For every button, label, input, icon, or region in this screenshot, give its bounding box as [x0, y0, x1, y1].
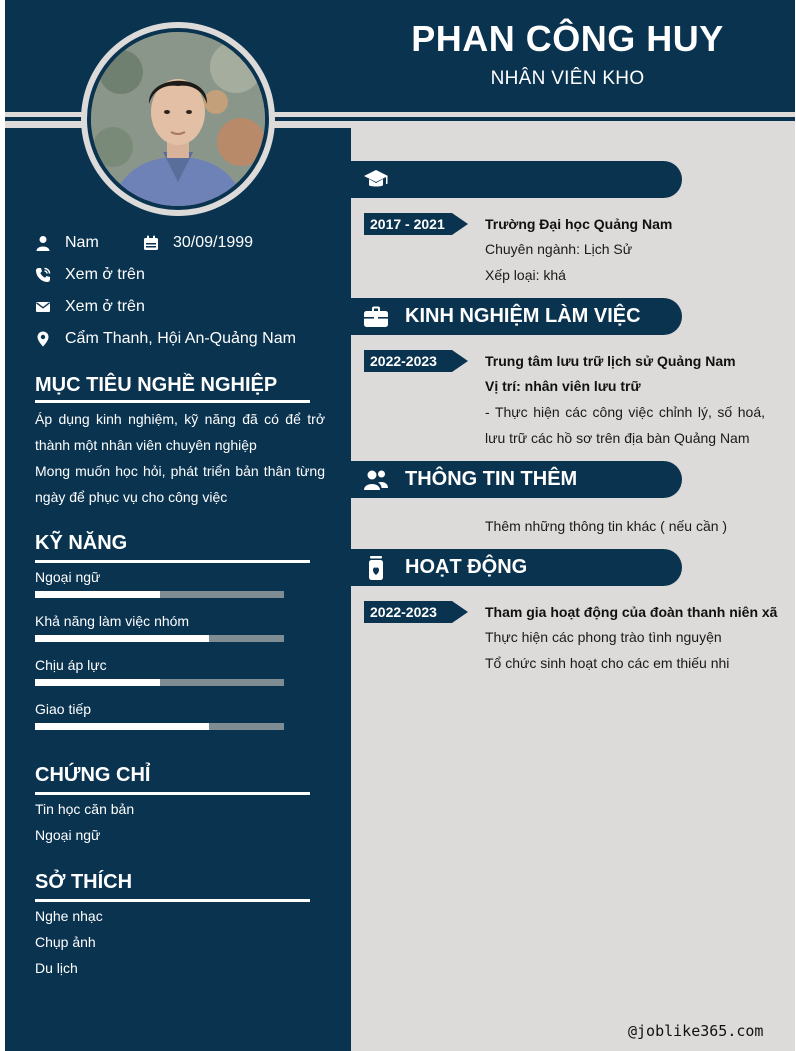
skill-label: Chịu áp lực: [35, 657, 107, 673]
birthday-value: 30/09/1999: [173, 234, 254, 251]
activities-title: HOẠT ĐỘNG: [405, 556, 528, 578]
skill-bar: [35, 635, 284, 642]
gender-row: [35, 234, 99, 252]
hobby-item: Du lịch: [35, 960, 78, 976]
hobby-item: Nghe nhạc: [35, 908, 103, 924]
skill-label: Ngoại ngữ: [35, 569, 101, 585]
cv-page: [5, 0, 795, 1051]
certificates-rule: [35, 792, 310, 795]
education-period: 2017 - 2021: [364, 213, 452, 235]
certificate-item: Tin học căn bản: [35, 801, 135, 817]
experience-description: - Thực hiện các công việc chỉnh lý, số hoá, lưu trữ các hồ sơ trên địa bàn Quảng Nam: [485, 404, 765, 446]
objective-line-1: Áp dụng kinh nghiệm, kỹ năng đã có để trở thành một nhân viên chuyên nghiệp: [35, 411, 325, 453]
activity-line-2: Tổ chức sinh hoạt cho các em thiếu nhi: [485, 655, 730, 671]
badge-heart-icon: [363, 555, 389, 581]
avatar-frame: [81, 22, 275, 216]
phone-value: Xem ở trên: [65, 266, 145, 283]
activities-period: 2022-2023: [364, 601, 452, 623]
extra-info-title: THÔNG TIN THÊM: [405, 468, 578, 490]
extra-info-header: [351, 461, 682, 498]
education-header: [351, 161, 682, 198]
phone-icon: [35, 267, 51, 283]
experience-period: 2022-2023: [364, 350, 452, 372]
footer-watermark: @joblike365.com: [628, 1022, 764, 1040]
certificate-item: Ngoại ngữ: [35, 827, 101, 843]
graduation-cap-icon: [363, 167, 389, 193]
skills-rule: [35, 560, 310, 563]
objective-rule: [35, 400, 310, 403]
portrait-photo: [91, 32, 265, 206]
experience-title: KINH NGHIỆM LÀM VIỆC: [405, 305, 641, 327]
activity-line-1: Thực hiện các phong trào tình nguyện: [485, 629, 722, 645]
user-icon: [35, 235, 51, 251]
experience-position: Vị trí: nhân viên lưu trữ: [485, 378, 641, 394]
experience-header: [351, 298, 682, 335]
education-major: Chuyên ngành: Lịch Sử: [485, 241, 633, 257]
hobby-item: Chụp ảnh: [35, 934, 96, 950]
briefcase-icon: [363, 304, 389, 330]
gender-value: Nam: [65, 234, 99, 251]
avatar: [91, 32, 265, 206]
hobbies-rule: [35, 899, 310, 902]
skill-bar-fill: [35, 723, 209, 730]
certificates-title: CHỨNG CHỈ: [35, 764, 151, 786]
skill-bar-fill: [35, 635, 209, 642]
objective-title: MỤC TIÊU NGHỀ NGHIỆP: [35, 374, 278, 396]
skill-bar: [35, 723, 284, 730]
envelope-icon: [35, 299, 51, 315]
job-title: NHÂN VIÊN KHO: [490, 68, 645, 89]
phone-row: [35, 266, 145, 284]
skill-label: Khả năng làm việc nhóm: [35, 613, 190, 629]
skill-label: Giao tiếp: [35, 701, 92, 717]
address-value: Cẩm Thanh, Hội An-Quảng Nam: [65, 330, 296, 347]
birthday-row: [143, 234, 253, 252]
objective-line-2: Mong muốn học hỏi, phát triển bản thân từng ngày để phục vụ cho công việc: [35, 463, 325, 505]
skill-bar: [35, 591, 284, 598]
skill-bar-fill: [35, 591, 160, 598]
location-pin-icon: [35, 331, 51, 347]
skill-bar-fill: [35, 679, 160, 686]
calendar-icon: [143, 235, 159, 251]
email-row: [35, 298, 145, 316]
candidate-name: PHAN CÔNG HUY: [411, 18, 724, 59]
address-row: [35, 330, 296, 348]
activities-header: [351, 549, 682, 586]
extra-info-text: Thêm những thông tin khác ( nếu cần ): [485, 518, 728, 534]
experience-company: Trung tâm lưu trữ lịch sử Quảng Nam: [485, 353, 736, 369]
activity-name: Tham gia hoạt động của đoàn thanh niên xã: [485, 604, 778, 620]
skills-title: KỸ NĂNG: [35, 532, 128, 554]
education-school: Trường Đại học Quảng Nam: [485, 216, 673, 232]
skill-bar: [35, 679, 284, 686]
email-value: Xem ở trên: [65, 298, 145, 315]
hobbies-title: SỞ THÍCH: [35, 871, 133, 893]
education-rank: Xếp loại: khá: [485, 267, 566, 283]
users-icon: [363, 467, 389, 493]
sidebar: [5, 128, 351, 1051]
